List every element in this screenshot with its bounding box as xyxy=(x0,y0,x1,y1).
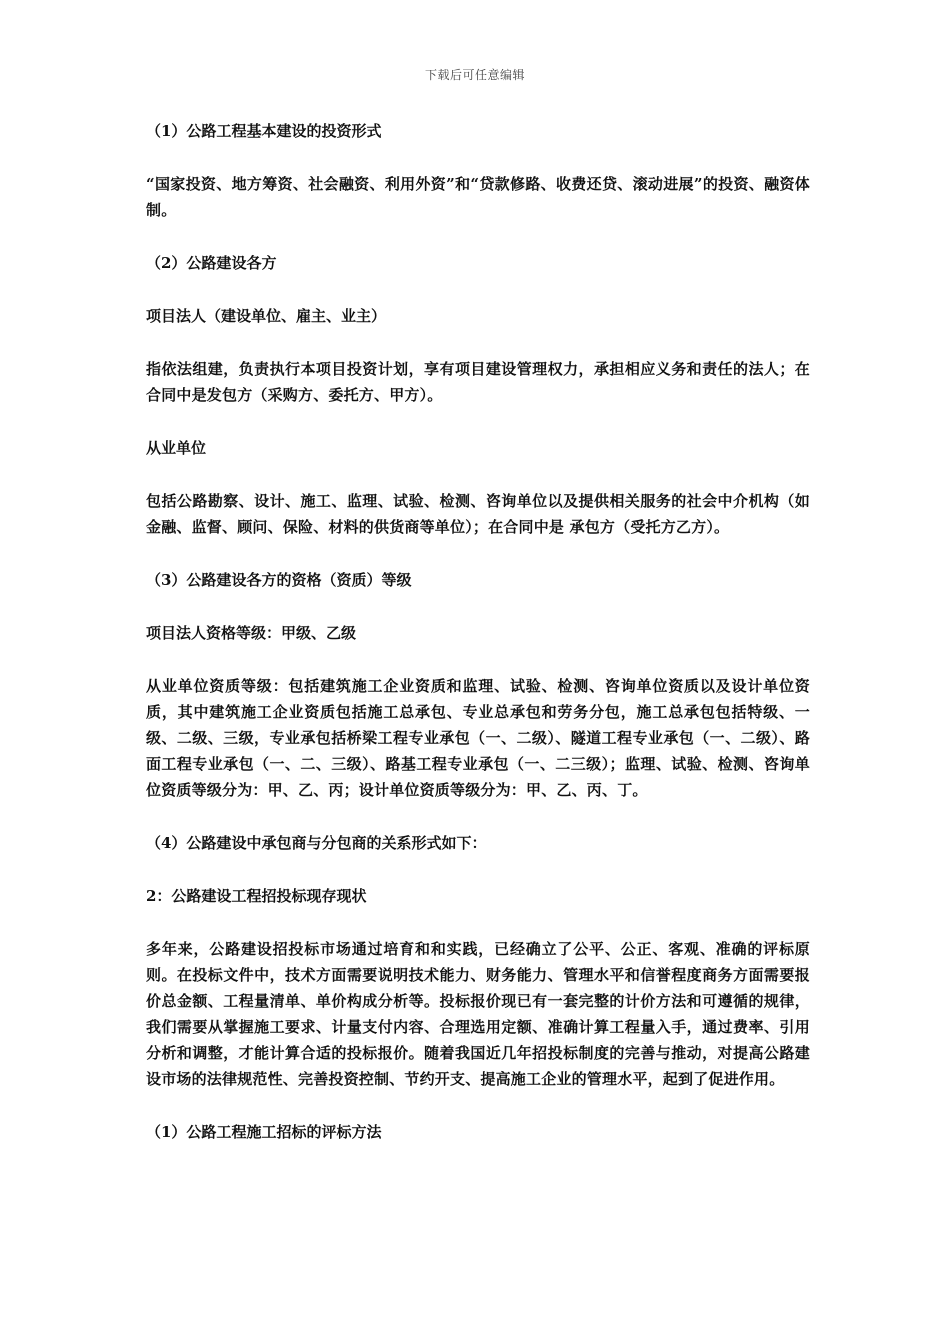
page-header: 下载后可任意编辑 xyxy=(424,68,525,82)
paragraph-legal-person-definition: 指依法组建，负责执行本项目投资计划，享有项目建设管理权力，承担相应义务和责任的法人；在合同中是发包方（采购方、委托方、甲方）。 xyxy=(146,360,810,404)
paragraph-qualification-details: 从业单位资质等级：包括建筑施工企业资质和监理、试验、检测、咨询单位资质以及设计单位资质，其中建筑施工企业资质包括施工总承包、专业总承包和劳务分包，施工总承包包括特级、一级、二级、三级，专业承包括桥梁工程专业承包（一、二级）、隧道工程专业承包（一、二级）、路面工程专业承包（一、二、三级）、路基工程专业承包（一、二三级）；监理、试验、检测、咨询单位资质等级分为：甲、乙、丙；设计单位资质等级分为：甲、乙、丙、丁。 xyxy=(146,677,810,799)
section-heading-qualification-levels: （3）公路建设各方的资格（资质）等级 xyxy=(146,571,412,589)
subheading-practitioner-units: 从业单位 xyxy=(146,439,207,457)
subheading-legal-person-levels: 项目法人资格等级：甲级、乙级 xyxy=(146,624,357,642)
document-body xyxy=(146,118,810,1172)
paragraph-bidding-market: 多年来，公路建设招投标市场通过培育和和实践，已经确立了公平、公正、客观、准确的评标原则。在投标文件中，技术方面需要说明技术能力、财务能力、管理水平和信誉程度商务方面需要报价总金额、工程量清单、单价构成分析等。投标报价现已有一套完整的计价方法和可遵循的规律，我们需要从掌握施工要求、计量支付内容、合理选用定额、准确计算工程量入手，通过费率、引用分析和调整，才能计算合适的投标报价。随着我国近几年招投标制度的完善与推动，对提高公路建设市场的法律规范性、完善投资控制、节约开支、提高施工企业的管理水平，起到了促进作用。 xyxy=(146,940,810,1088)
section-heading-contractor-relations: （4）公路建设中承包商与分包商的关系形式如下： xyxy=(146,834,487,852)
paragraph-investment-system: “国家投资、地方筹资、社会融资、利用外资”和“贷款修路、收费还贷、滚动进展”的投资、融资体制。 xyxy=(146,175,810,219)
section-heading-investment-form: （1）公路工程基本建设的投资形式 xyxy=(146,122,382,140)
section-heading-evaluation-method: （1）公路工程施工招标的评标方法 xyxy=(146,1123,382,1141)
section-heading-bidding-status: 2：公路建设工程招投标现存现状 xyxy=(146,887,367,905)
subheading-project-legal-person: 项目法人（建设单位、雇主、业主） xyxy=(146,307,387,325)
paragraph-practitioner-units: 包括公路勘察、设计、施工、监理、试验、检测、咨询单位以及提供相关服务的社会中介机构（如金融、监督、顾问、保险、材料的供货商等单位）；在合同中是 承包方（受托方乙方）。 xyxy=(146,492,810,536)
section-heading-construction-parties: （2）公路建设各方 xyxy=(146,254,277,272)
